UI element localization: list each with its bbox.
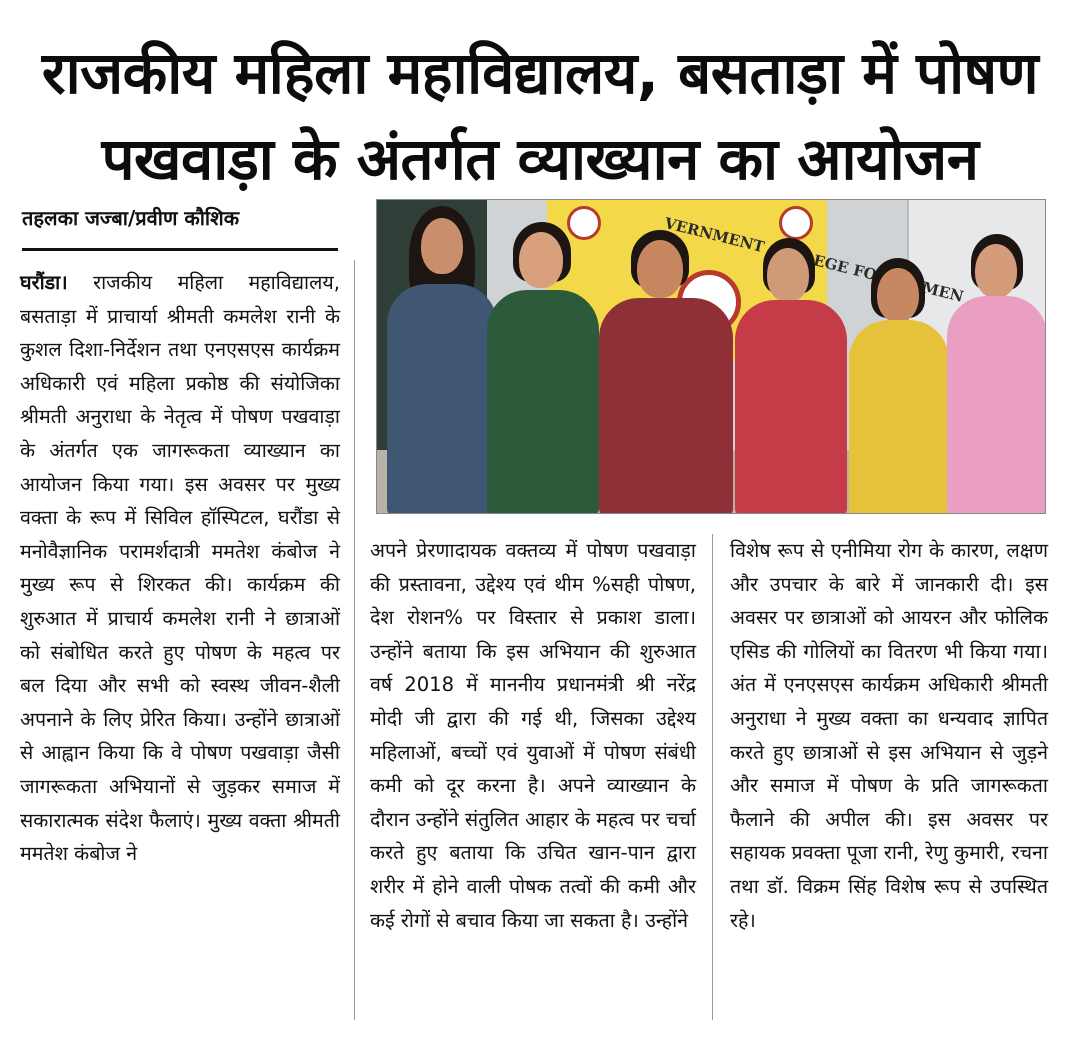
banner-text: VERNMENT FOR WOMEN [662, 214, 966, 306]
column-divider [712, 534, 713, 1020]
headline-line-1: राजकीय महिला महाविद्यालय, बसताड़ा में पोषण [41, 39, 1039, 107]
dateline: घरौंडा। [20, 271, 68, 294]
college-emblem-icon [779, 206, 813, 240]
byline-rule [22, 248, 338, 251]
article-column-1-text: राजकीय महिला महाविद्यालय, बसताड़ा में प्राचार्या श्रीमती कमलेश रानी के कुशल दिशा-निर्देशन तथा एनएसएस कार्यक्रम अधिकारी एवं महिला प्रकोष्ठ की संयोजिका श्रीमती अनुराधा के नेतृत्व में पोषण पखवाड़ा के अंतर्गत एक जागरूकता व्याख्यान का आयोजन किया गया। इस अवसर पर मुख्य वक्ता के रूप में सिविल हॉस्पिटल, घरौंडा से मनोवैज्ञानिक परामर्शदात्री ममतेश कंबोज ने मुख्य रूप से शिरकत की। कार्यक्रम की शुरुआत में प्राचार्य कमलेश रानी ने छात्राओं को संबोधित करते हुए पोषण के महत्व पर बल दिया और सभी को स्वस्थ जीवन-शैली अपनाने के लिए प्रेरित किया। उन्होंने छात्राओं से आह्वान किया कि वे पोषण पखवाड़ा जैसी जागरूकता अभियानों से जुड़कर समाज में सकारात्मक संदेश फैलाएं। मुख्य वक्ता श्रीमती ममतेश कंबोज ने [20, 271, 340, 866]
column-divider [354, 260, 355, 1020]
article-column-3: विशेष रूप से एनीमिया रोग के कारण, लक्षण और उपचार के बारे में जानकारी दी। इस अवसर पर छात्राओं को आयरन और फोलिक एसिड की गोलियों का वितरण भी किया गया। अंत में एनएसएस कार्यक्रम अधिकारी श्रीमती अनुराधा ने मुख्य वक्ता का धन्यवाद ज्ञापित करते हुए छात्राओं से इस अभियान से जुड़ने और समाज में पोषण के प्रति जागरूकता फैलाने की अपील की। इस अवसर पर सहायक प्रवक्ता पूजा रानी, रेणु कुमारी, रचना तथा डॉ. विक्रम सिंह विशेष रूप से उपस्थित रहे। [730, 539, 1048, 932]
headline-line-2: पखवाड़ा के अंतर्गत व्याख्यान का आयोजन [101, 125, 979, 193]
college-emblem-icon [567, 206, 601, 240]
article-column-1 [20, 266, 340, 871]
news-photo [376, 199, 1046, 514]
headline [14, 30, 1066, 202]
article-column-2: अपने प्रेरणादायक वक्तव्य में पोषण पखवाड़ा की प्रस्तावना, उद्देश्य एवं थीम %सही पोषण, देश रोशन% पर विस्तार से प्रकाश डाला। उन्होंने बताया कि इस अभियान की शुरुआत वर्ष 2018 में माननीय प्रधानमंत्री श्री नरेंद्र मोदी जी द्वारा की गई थी, जिसका उद्देश्य महिलाओं, बच्चों एवं युवाओं में पोषण संबंधी कमी को दूर करना है। अपने व्याख्यान के दौरान उन्होंने संतुलित आहार के महत्व पर चर्चा करते हुए बताया कि उचित खान-पान द्वारा शरीर में होने वाली पोषक तत्वों की कमी और कई रोगों से बचाव किया जा सकता है। उन्होंने [370, 539, 696, 932]
byline: तहलका जज्बा/प्रवीण कौशिक [22, 206, 240, 230]
